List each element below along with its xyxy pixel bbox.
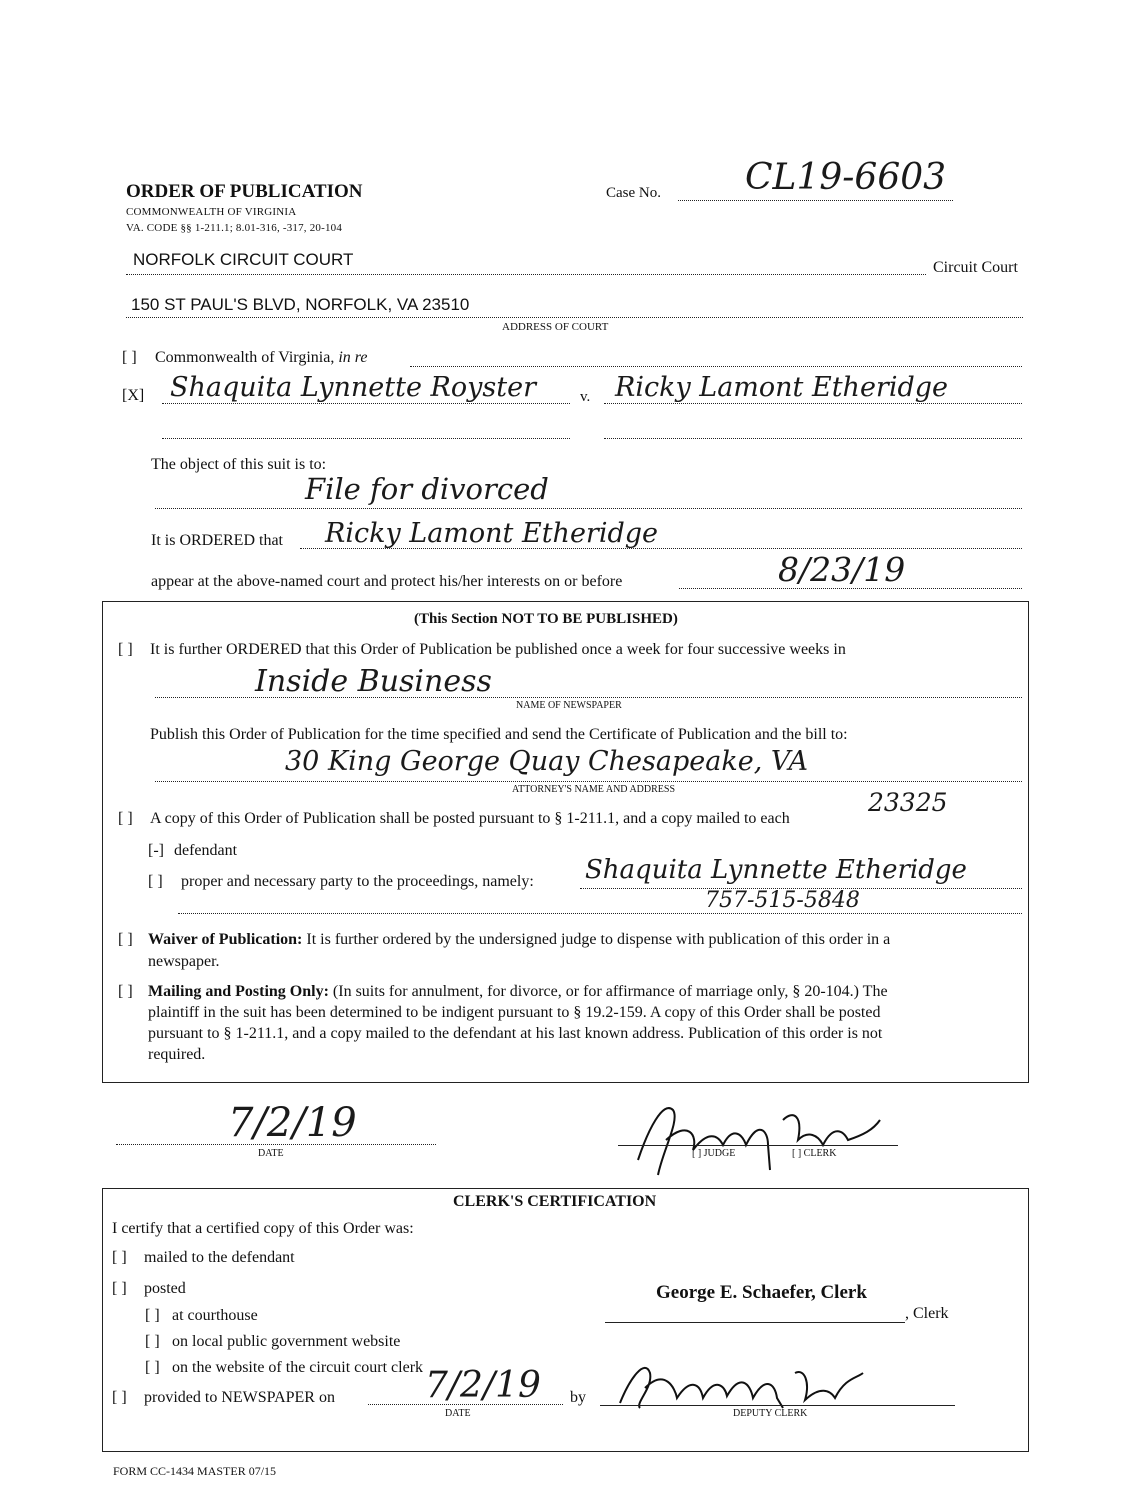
commonwealth-line [410, 366, 1022, 367]
object-label: The object of this suit is to: [151, 456, 327, 473]
commonwealth-checkbox[interactable]: [ ] [122, 349, 137, 366]
newspaper-line [155, 697, 1022, 698]
publish-order-text: It is further ORDERED that this Order of Publication be published once a week for four successive weeks in [150, 641, 846, 658]
website-label: on local public government website [172, 1333, 401, 1350]
provided-date-line [368, 1404, 563, 1405]
waiver-checkbox[interactable]: [ ] [118, 931, 133, 948]
defendant-name[interactable]: Ricky Lamont Etheridge [615, 372, 949, 403]
newspaper-value[interactable]: Inside Business [255, 664, 492, 699]
form-number: FORM CC-1434 MASTER 07/15 [113, 1464, 277, 1478]
court-name[interactable]: NORFOLK CIRCUIT COURT [133, 250, 354, 269]
defendant-label: defendant [174, 842, 238, 859]
mailing-text-4: required. [148, 1046, 206, 1063]
mailing-text-3: pursuant to § 1-211.1, and a copy mailed to the defendant at his last known address. Publication of this order is not [148, 1025, 883, 1042]
waiver-text: Waiver of Publication: It is further ordered by the undersigned judge to dispense with publication of this order in a [148, 931, 891, 948]
form-subtitle-state: COMMONWEALTH OF VIRGINIA [126, 206, 297, 218]
provided-date-label: DATE [445, 1408, 471, 1419]
defendant-checkbox[interactable]: [-] [148, 842, 164, 859]
provided-checkbox[interactable]: [ ] [112, 1389, 127, 1406]
ordered-line [300, 548, 1022, 549]
case-number-label: Case No. [606, 185, 661, 201]
courthouse-checkbox[interactable]: [ ] [145, 1307, 160, 1324]
court-address-label: ADDRESS OF COURT [502, 321, 609, 333]
court-name-suffix: Circuit Court [933, 259, 1018, 276]
commonwealth-label: Commonwealth of Virginia, in re [155, 349, 368, 366]
plaintiff-line [162, 403, 570, 404]
order-date-value[interactable]: 7/2/19 [228, 1100, 357, 1146]
by-label: by [570, 1389, 586, 1406]
appear-date[interactable]: 8/23/19 [778, 550, 906, 589]
posted-checkbox[interactable]: [ ] [112, 1280, 127, 1297]
copy-posted-checkbox[interactable]: [ ] [118, 810, 133, 827]
mailing-text-1: Mailing and Posting Only: (In suits for annulment, for divorce, or for affirmance of marriage only, § 20-104.) The [148, 983, 888, 1000]
object-value[interactable]: File for divorced [305, 472, 549, 506]
newspaper-label: NAME OF NEWSPAPER [516, 700, 622, 711]
defendant-line [604, 403, 1022, 404]
clerk-cert-intro: I certify that a certified copy of this Order was: [112, 1220, 414, 1237]
court-name-line [126, 274, 926, 275]
waiver-text-2: newspaper. [148, 953, 220, 970]
mailing-checkbox[interactable]: [ ] [118, 983, 133, 1000]
attorney-label: ATTORNEY'S NAME AND ADDRESS [512, 784, 676, 795]
plaintiff-line-2 [162, 438, 570, 439]
clerk-label[interactable]: [ ] CLERK [792, 1148, 837, 1159]
case-number-value[interactable]: CL19-6603 [745, 157, 947, 198]
judge-label[interactable]: [ ] JUDGE [692, 1148, 736, 1159]
attorney-line [155, 781, 1022, 782]
form-title: ORDER OF PUBLICATION [126, 181, 363, 202]
clerk-cert-heading: CLERK'S CERTIFICATION [453, 1193, 657, 1210]
website-checkbox[interactable]: [ ] [145, 1333, 160, 1350]
form-subtitle-code: VA. CODE §§ 1-211.1; 8.01-316, -317, 20-104 [126, 222, 343, 234]
versus-label: v. [580, 389, 591, 405]
court-address-line [126, 317, 1023, 318]
clerk-suffix: , Clerk [905, 1305, 949, 1322]
order-date-line [116, 1144, 436, 1145]
publish-checkbox[interactable]: [ ] [118, 641, 133, 658]
proper-party-phone[interactable]: 757-515-5848 [705, 888, 860, 913]
appear-date-line [679, 588, 1022, 589]
clerk-site-label: on the website of the circuit court clerk [172, 1359, 424, 1376]
clerk-name-line [605, 1322, 905, 1323]
judge-signature [618, 1090, 888, 1185]
order-date-label: DATE [258, 1148, 284, 1159]
copy-posted-text: A copy of this Order of Publication shall be posted pursuant to § 1-211.1, and a copy mailed to each [150, 810, 790, 827]
party-checkbox[interactable]: [X] [122, 387, 145, 404]
proper-party-checkbox[interactable]: [ ] [148, 873, 163, 890]
clerk-site-checkbox[interactable]: [ ] [145, 1359, 160, 1376]
object-line [155, 508, 1022, 509]
case-number-line [678, 200, 953, 201]
attorney-zip[interactable]: 23325 [868, 788, 948, 817]
mailed-checkbox[interactable]: [ ] [112, 1249, 127, 1266]
proper-party-name[interactable]: Shaquita Lynnette Etheridge [585, 855, 967, 885]
judge-signature-line [618, 1145, 898, 1146]
attorney-address-value[interactable]: 30 King George Quay Chesapeake, VA [285, 746, 809, 777]
ordered-value[interactable]: Ricky Lamont Etheridge [325, 518, 659, 549]
proper-party-label: proper and necessary party to the proceedings, namely: [181, 873, 534, 890]
court-address[interactable]: 150 ST PAUL'S BLVD, NORFOLK, VA 23510 [131, 295, 470, 314]
plaintiff-name[interactable]: Shaquita Lynnette Royster [170, 372, 536, 403]
appear-text: appear at the above-named court and protect his/her interests on or before [151, 573, 623, 590]
publish-send-text: Publish this Order of Publication for the time specified and send the Certificate of Publication and the bill to: [150, 726, 848, 743]
provided-date-value[interactable]: 7/2/19 [425, 1365, 541, 1406]
mailing-text-2: plaintiff in the suit has been determined to be indigent pursuant to § 19.2-159. A copy of this Order shall be posted [148, 1004, 881, 1021]
defendant-line-2 [604, 438, 1022, 439]
mailed-label: mailed to the defendant [144, 1249, 295, 1266]
posted-label: posted [144, 1280, 186, 1297]
ordered-label: It is ORDERED that [151, 532, 283, 549]
not-published-heading: (This Section NOT TO BE PUBLISHED) [414, 611, 678, 627]
clerk-name-stamp: George E. Schaefer, Clerk [656, 1282, 867, 1303]
courthouse-label: at courthouse [172, 1307, 258, 1324]
deputy-clerk-label: DEPUTY CLERK [733, 1408, 808, 1419]
provided-label: provided to NEWSPAPER on [144, 1389, 335, 1406]
proper-party-line-2 [178, 913, 1022, 914]
deputy-clerk-line [600, 1405, 955, 1406]
